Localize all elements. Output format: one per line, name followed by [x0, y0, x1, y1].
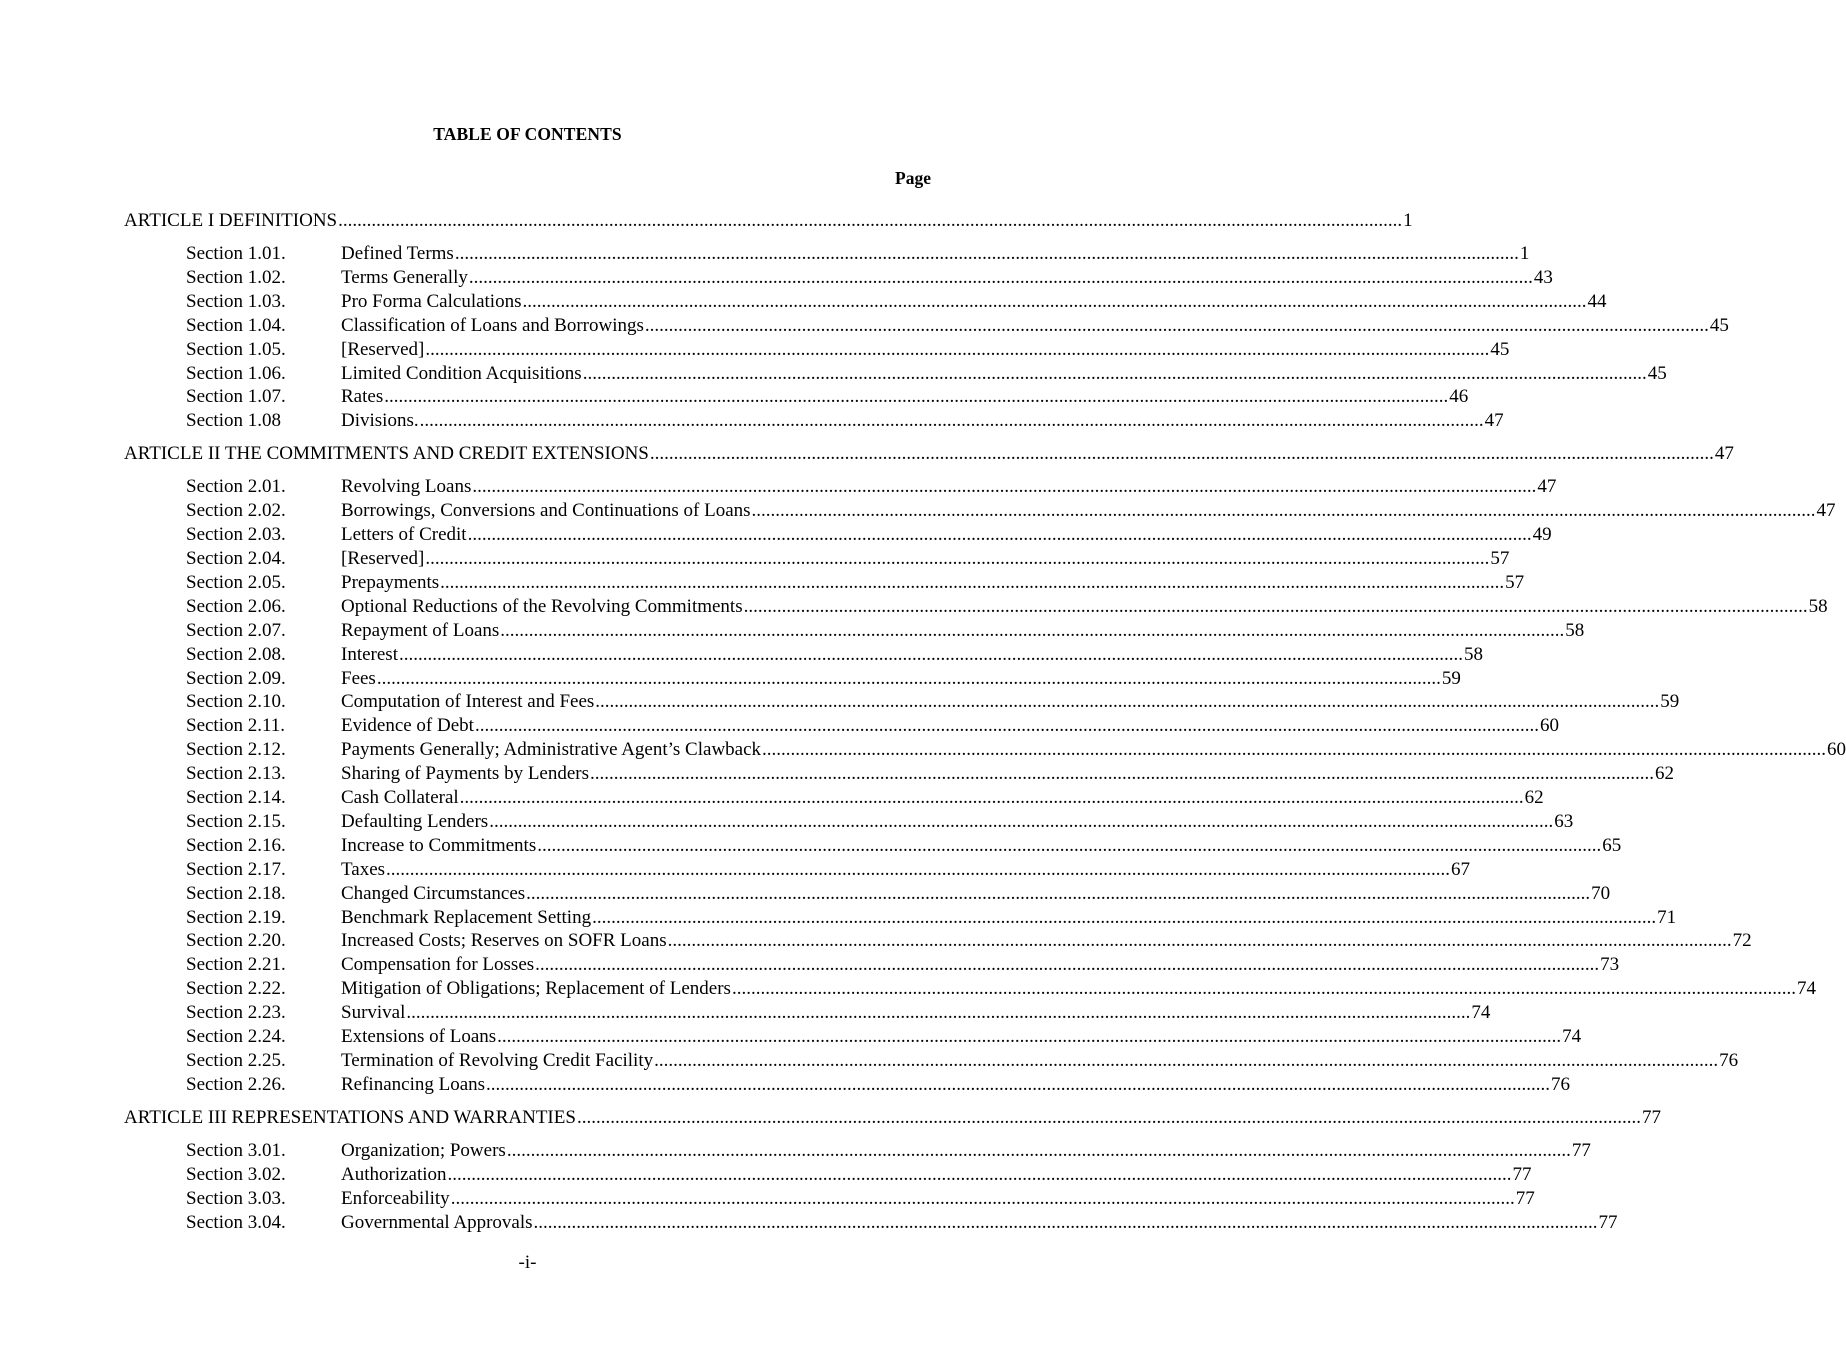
dot-leader: ................................................................................................................................................................................................................................ — [590, 763, 1655, 785]
section-page-number: 45 — [1490, 338, 1510, 360]
dot-leader: ................................................................................................................................................................................................................................ — [474, 715, 1539, 737]
section-number: Section 2.16. — [186, 834, 286, 856]
dot-leader: ................................................................................................................................................................................................................................ — [447, 1163, 1512, 1185]
section-title: Rates — [341, 386, 384, 408]
dot-leader: ................................................................................................................................................................................................................................ — [644, 314, 1709, 336]
section-number: Section 1.05. — [186, 338, 286, 360]
section-entry[interactable] — [124, 619, 1585, 643]
section-entry[interactable] — [124, 362, 1667, 386]
section-title: Terms Generally — [341, 266, 468, 288]
dot-leader: ................................................................................................................................................................................................................................ — [454, 243, 1519, 264]
dot-leader: ................................................................................................................................................................................................................................ — [500, 619, 1565, 641]
section-entry[interactable] — [124, 1049, 1739, 1073]
article-entry[interactable] — [124, 209, 1413, 233]
section-number: Section 3.02. — [186, 1163, 286, 1185]
section-page-number: 77 — [1571, 1139, 1591, 1161]
section-title: Letters of Credit — [341, 524, 467, 546]
section-title: Increase to Commitments — [341, 834, 537, 856]
dot-leader: ................................................................................................................................................................................................................................ — [497, 1026, 1562, 1048]
section-entry[interactable] — [124, 290, 1607, 314]
section-title: Cash Collateral — [341, 787, 459, 809]
section-entry[interactable] — [124, 266, 1553, 290]
section-title: Taxes — [341, 858, 386, 880]
dot-leader: ................................................................................................................................................................................................................................ — [472, 476, 1537, 498]
section-title: Organization; Powers — [341, 1139, 506, 1161]
page-column-header: Page — [895, 168, 931, 188]
section-page-number: 59 — [1660, 691, 1680, 713]
section-page-number: 76 — [1719, 1050, 1739, 1071]
section-number: Section 2.01. — [186, 476, 286, 498]
page-number-footer: -i- — [518, 1252, 537, 1273]
section-page-number: 57 — [1490, 547, 1510, 569]
section-number: Section 3.01. — [186, 1139, 286, 1161]
dot-leader: ................................................................................................................................................................................................................................ — [654, 1050, 1719, 1071]
section-entry[interactable] — [124, 786, 1544, 810]
section-title: Classification of Loans and Borrowings — [341, 314, 644, 336]
section-page-number: 44 — [1587, 290, 1607, 312]
section-page-number: 71 — [1657, 906, 1677, 928]
section-page-number: 63 — [1554, 810, 1574, 832]
section-number: Section 2.24. — [186, 1026, 286, 1048]
article-entry[interactable] — [124, 442, 1734, 466]
section-number: Section 1.02. — [186, 266, 286, 288]
dot-leader: ................................................................................................................................................................................................................................ — [743, 595, 1808, 617]
toc-title: TABLE OF CONTENTS — [433, 124, 622, 144]
dot-leader: ................................................................................................................................................................................................................................ — [522, 290, 1587, 312]
section-page-number: 62 — [1524, 787, 1544, 809]
section-number: Section 2.08. — [186, 643, 286, 665]
section-number: Section 3.04. — [186, 1211, 286, 1233]
section-page-number: 74 — [1562, 1026, 1582, 1048]
dot-leader: ................................................................................................................................................................................................................................ — [406, 1002, 1471, 1024]
article-page-number: 77 — [1641, 1106, 1661, 1128]
section-entry[interactable] — [124, 953, 1620, 977]
section-entry[interactable] — [124, 810, 1574, 834]
section-page-number: 58 — [1565, 619, 1585, 641]
dot-leader: ................................................................................................................................................................................................................................ — [533, 1211, 1598, 1233]
section-number: Section 2.14. — [186, 787, 286, 809]
dot-leader: ................................................................................................................................................................................................................................ — [459, 787, 1524, 809]
section-number: Section 2.11. — [186, 715, 286, 737]
section-entry[interactable] — [124, 858, 1471, 882]
section-page-number: 58 — [1463, 643, 1483, 665]
section-title: Computation of Interest and Fees — [341, 691, 595, 713]
section-page-number: 67 — [1451, 858, 1471, 880]
section-page-number: 72 — [1732, 930, 1752, 952]
dot-leader: ................................................................................................................................................................................................................................ — [398, 643, 1463, 665]
section-entry[interactable] — [124, 409, 1504, 433]
section-entry[interactable] — [124, 1187, 1535, 1211]
section-entry[interactable] — [124, 595, 1828, 619]
dot-leader: ................................................................................................................................................................................................................................ — [386, 858, 1451, 880]
section-entry[interactable] — [124, 738, 1846, 762]
section-number: Section 2.15. — [186, 810, 286, 832]
section-number: Section 2.10. — [186, 691, 286, 713]
section-entry[interactable] — [124, 314, 1729, 338]
dot-leader: ................................................................................................................................................................................................................................ — [595, 691, 1660, 713]
section-entry[interactable] — [124, 1025, 1582, 1049]
section-title: Payments Generally; Administrative Agent’s Clawback — [341, 739, 762, 761]
section-number: Section 2.19. — [186, 906, 286, 928]
section-title: Increased Costs; Reserves on SOFR Loans — [341, 930, 667, 952]
section-entry[interactable] — [124, 385, 1469, 409]
section-entry[interactable] — [124, 242, 1530, 266]
dot-leader: ................................................................................................................................................................................................................................ — [338, 210, 1403, 231]
section-page-number: 62 — [1655, 763, 1675, 785]
section-page-number: 74 — [1796, 978, 1816, 1000]
dot-leader: ................................................................................................................................................................................................................................ — [649, 443, 1714, 465]
section-entry[interactable] — [124, 547, 1510, 571]
section-number: Section 1.08 — [186, 410, 281, 432]
section-entry[interactable] — [124, 499, 1836, 523]
section-entry[interactable] — [124, 523, 1552, 547]
section-page-number: 77 — [1515, 1187, 1535, 1209]
section-page-number: 77 — [1598, 1211, 1618, 1233]
dot-leader: ................................................................................................................................................................................................................................ — [467, 524, 1532, 546]
section-number: Section 2.04. — [186, 547, 286, 569]
section-number: Section 2.17. — [186, 858, 286, 880]
section-entry[interactable] — [124, 1073, 1571, 1097]
dot-leader: ................................................................................................................................................................................................................................ — [582, 362, 1647, 384]
section-number: Section 2.25. — [186, 1050, 286, 1071]
section-title: Sharing of Payments by Lenders — [341, 763, 590, 785]
article-title: ARTICLE II THE COMMITMENTS AND CREDIT EXTENSIONS — [124, 443, 649, 465]
section-page-number: 57 — [1505, 571, 1525, 593]
section-number: Section 1.04. — [186, 314, 286, 336]
section-entry[interactable] — [124, 762, 1675, 786]
dot-leader: ................................................................................................................................................................................................................................ — [751, 500, 1816, 522]
section-title: Termination of Revolving Credit Facility — [341, 1050, 654, 1071]
dot-leader: ................................................................................................................................................................................................................................ — [576, 1106, 1641, 1128]
dot-leader: ................................................................................................................................................................................................................................ — [419, 410, 1484, 432]
section-number: Section 1.07. — [186, 386, 286, 408]
section-number: Section 1.01. — [186, 243, 286, 264]
section-title: Repayment of Loans — [341, 619, 500, 641]
section-page-number: 73 — [1600, 954, 1620, 976]
section-title: Divisions. — [341, 410, 419, 432]
section-title: Mitigation of Obligations; Replacement of Lenders — [341, 978, 731, 1000]
section-entry[interactable] — [124, 929, 1752, 953]
section-number: Section 2.03. — [186, 524, 286, 546]
section-title: Enforceability — [341, 1187, 450, 1209]
section-number: Section 2.22. — [186, 978, 286, 1000]
dot-leader: ................................................................................................................................................................................................................................ — [450, 1187, 1515, 1209]
article-title: ARTICLE I DEFINITIONS — [124, 210, 338, 231]
section-page-number: 43 — [1533, 266, 1553, 288]
section-page-number: 60 — [1827, 739, 1846, 761]
section-number: Section 2.26. — [186, 1073, 286, 1095]
section-title: Compensation for Losses — [341, 954, 535, 976]
section-entry[interactable] — [124, 1139, 1591, 1163]
section-number: Section 1.06. — [186, 362, 286, 384]
section-title: Changed Circumstances — [341, 882, 526, 904]
section-entry[interactable] — [124, 1001, 1491, 1025]
section-entry[interactable] — [124, 906, 1677, 930]
section-entry[interactable] — [124, 1211, 1618, 1235]
section-entry[interactable] — [124, 977, 1816, 1001]
dot-leader: ................................................................................................................................................................................................................................ — [535, 954, 1600, 976]
section-title: Revolving Loans — [341, 476, 472, 498]
section-page-number: 58 — [1808, 595, 1828, 617]
section-title: [Reserved] — [341, 547, 425, 569]
section-page-number: 1 — [1519, 243, 1530, 264]
section-page-number: 47 — [1816, 500, 1836, 522]
section-title: Benchmark Replacement Setting — [341, 906, 592, 928]
section-page-number: 45 — [1709, 314, 1729, 336]
section-number: Section 2.12. — [186, 739, 286, 761]
section-page-number: 70 — [1591, 882, 1611, 904]
section-entry[interactable] — [124, 338, 1510, 362]
section-number: Section 2.07. — [186, 619, 286, 641]
dot-leader: ................................................................................................................................................................................................................................ — [592, 906, 1657, 928]
article-title: ARTICLE III REPRESENTATIONS AND WARRANTIES — [124, 1106, 576, 1128]
section-title: Extensions of Loans — [341, 1026, 497, 1048]
section-number: Section 2.21. — [186, 954, 286, 976]
section-title: Governmental Approvals — [341, 1211, 533, 1233]
section-title: Borrowings, Conversions and Continuations of Loans — [341, 500, 751, 522]
dot-leader: ................................................................................................................................................................................................................................ — [667, 930, 1732, 952]
table-of-contents — [124, 209, 1846, 1234]
section-page-number: 60 — [1539, 715, 1559, 737]
section-number: Section 2.13. — [186, 763, 286, 785]
section-title: Evidence of Debt — [341, 715, 474, 737]
section-number: Section 2.23. — [186, 1002, 286, 1024]
dot-leader: ................................................................................................................................................................................................................................ — [506, 1139, 1571, 1161]
dot-leader: ................................................................................................................................................................................................................................ — [376, 667, 1441, 689]
section-page-number: 49 — [1532, 524, 1552, 546]
section-entry[interactable] — [124, 1163, 1532, 1187]
dot-leader: ................................................................................................................................................................................................................................ — [425, 547, 1490, 569]
dot-leader: ................................................................................................................................................................................................................................ — [526, 882, 1591, 904]
section-title: Refinancing Loans — [341, 1073, 486, 1095]
section-page-number: 65 — [1602, 834, 1622, 856]
section-page-number: 77 — [1512, 1163, 1532, 1185]
section-number: Section 2.20. — [186, 930, 286, 952]
section-title: Defaulting Lenders — [341, 810, 489, 832]
dot-leader: ................................................................................................................................................................................................................................ — [468, 266, 1533, 288]
section-number: Section 1.03. — [186, 290, 286, 312]
section-number: Section 2.06. — [186, 595, 286, 617]
section-number: Section 3.03. — [186, 1187, 286, 1209]
dot-leader: ................................................................................................................................................................................................................................ — [537, 834, 1602, 856]
section-entry[interactable] — [124, 643, 1483, 667]
section-number: Section 2.18. — [186, 882, 286, 904]
section-entry[interactable] — [124, 690, 1680, 714]
section-page-number: 46 — [1449, 386, 1469, 408]
section-title: Survival — [341, 1002, 406, 1024]
section-number: Section 2.02. — [186, 500, 286, 522]
dot-leader: ................................................................................................................................................................................................................................ — [486, 1073, 1551, 1095]
section-entry[interactable] — [124, 475, 1557, 499]
article-page-number: 47 — [1714, 443, 1734, 465]
article-entry[interactable] — [124, 1106, 1661, 1130]
dot-leader: ................................................................................................................................................................................................................................ — [425, 338, 1490, 360]
section-page-number: 59 — [1441, 667, 1461, 689]
section-entry[interactable] — [124, 882, 1611, 906]
section-page-number: 47 — [1537, 476, 1557, 498]
section-title: Optional Reductions of the Revolving Commitments — [341, 595, 743, 617]
dot-leader: ................................................................................................................................................................................................................................ — [731, 978, 1796, 1000]
section-title: Interest — [341, 643, 398, 665]
section-entry[interactable] — [124, 834, 1622, 858]
section-number: Section 2.05. — [186, 571, 286, 593]
section-entry[interactable] — [124, 571, 1525, 595]
section-page-number: 47 — [1484, 410, 1504, 432]
section-title: Fees — [341, 667, 376, 689]
section-number: Section 2.09. — [186, 667, 286, 689]
section-title: Pro Forma Calculations — [341, 290, 522, 312]
section-title: Prepayments — [341, 571, 440, 593]
section-title: Defined Terms — [341, 243, 454, 264]
section-title: [Reserved] — [341, 338, 425, 360]
section-entry[interactable] — [124, 667, 1461, 691]
dot-leader: ................................................................................................................................................................................................................................ — [384, 386, 1449, 408]
section-page-number: 74 — [1471, 1002, 1491, 1024]
section-title: Authorization — [341, 1163, 447, 1185]
dot-leader: ................................................................................................................................................................................................................................ — [762, 739, 1827, 761]
section-page-number: 76 — [1551, 1073, 1571, 1095]
section-title: Limited Condition Acquisitions — [341, 362, 582, 384]
dot-leader: ................................................................................................................................................................................................................................ — [489, 810, 1554, 832]
dot-leader: ................................................................................................................................................................................................................................ — [440, 571, 1505, 593]
section-page-number: 45 — [1647, 362, 1667, 384]
section-entry[interactable] — [124, 714, 1559, 738]
article-page-number: 1 — [1403, 210, 1413, 231]
